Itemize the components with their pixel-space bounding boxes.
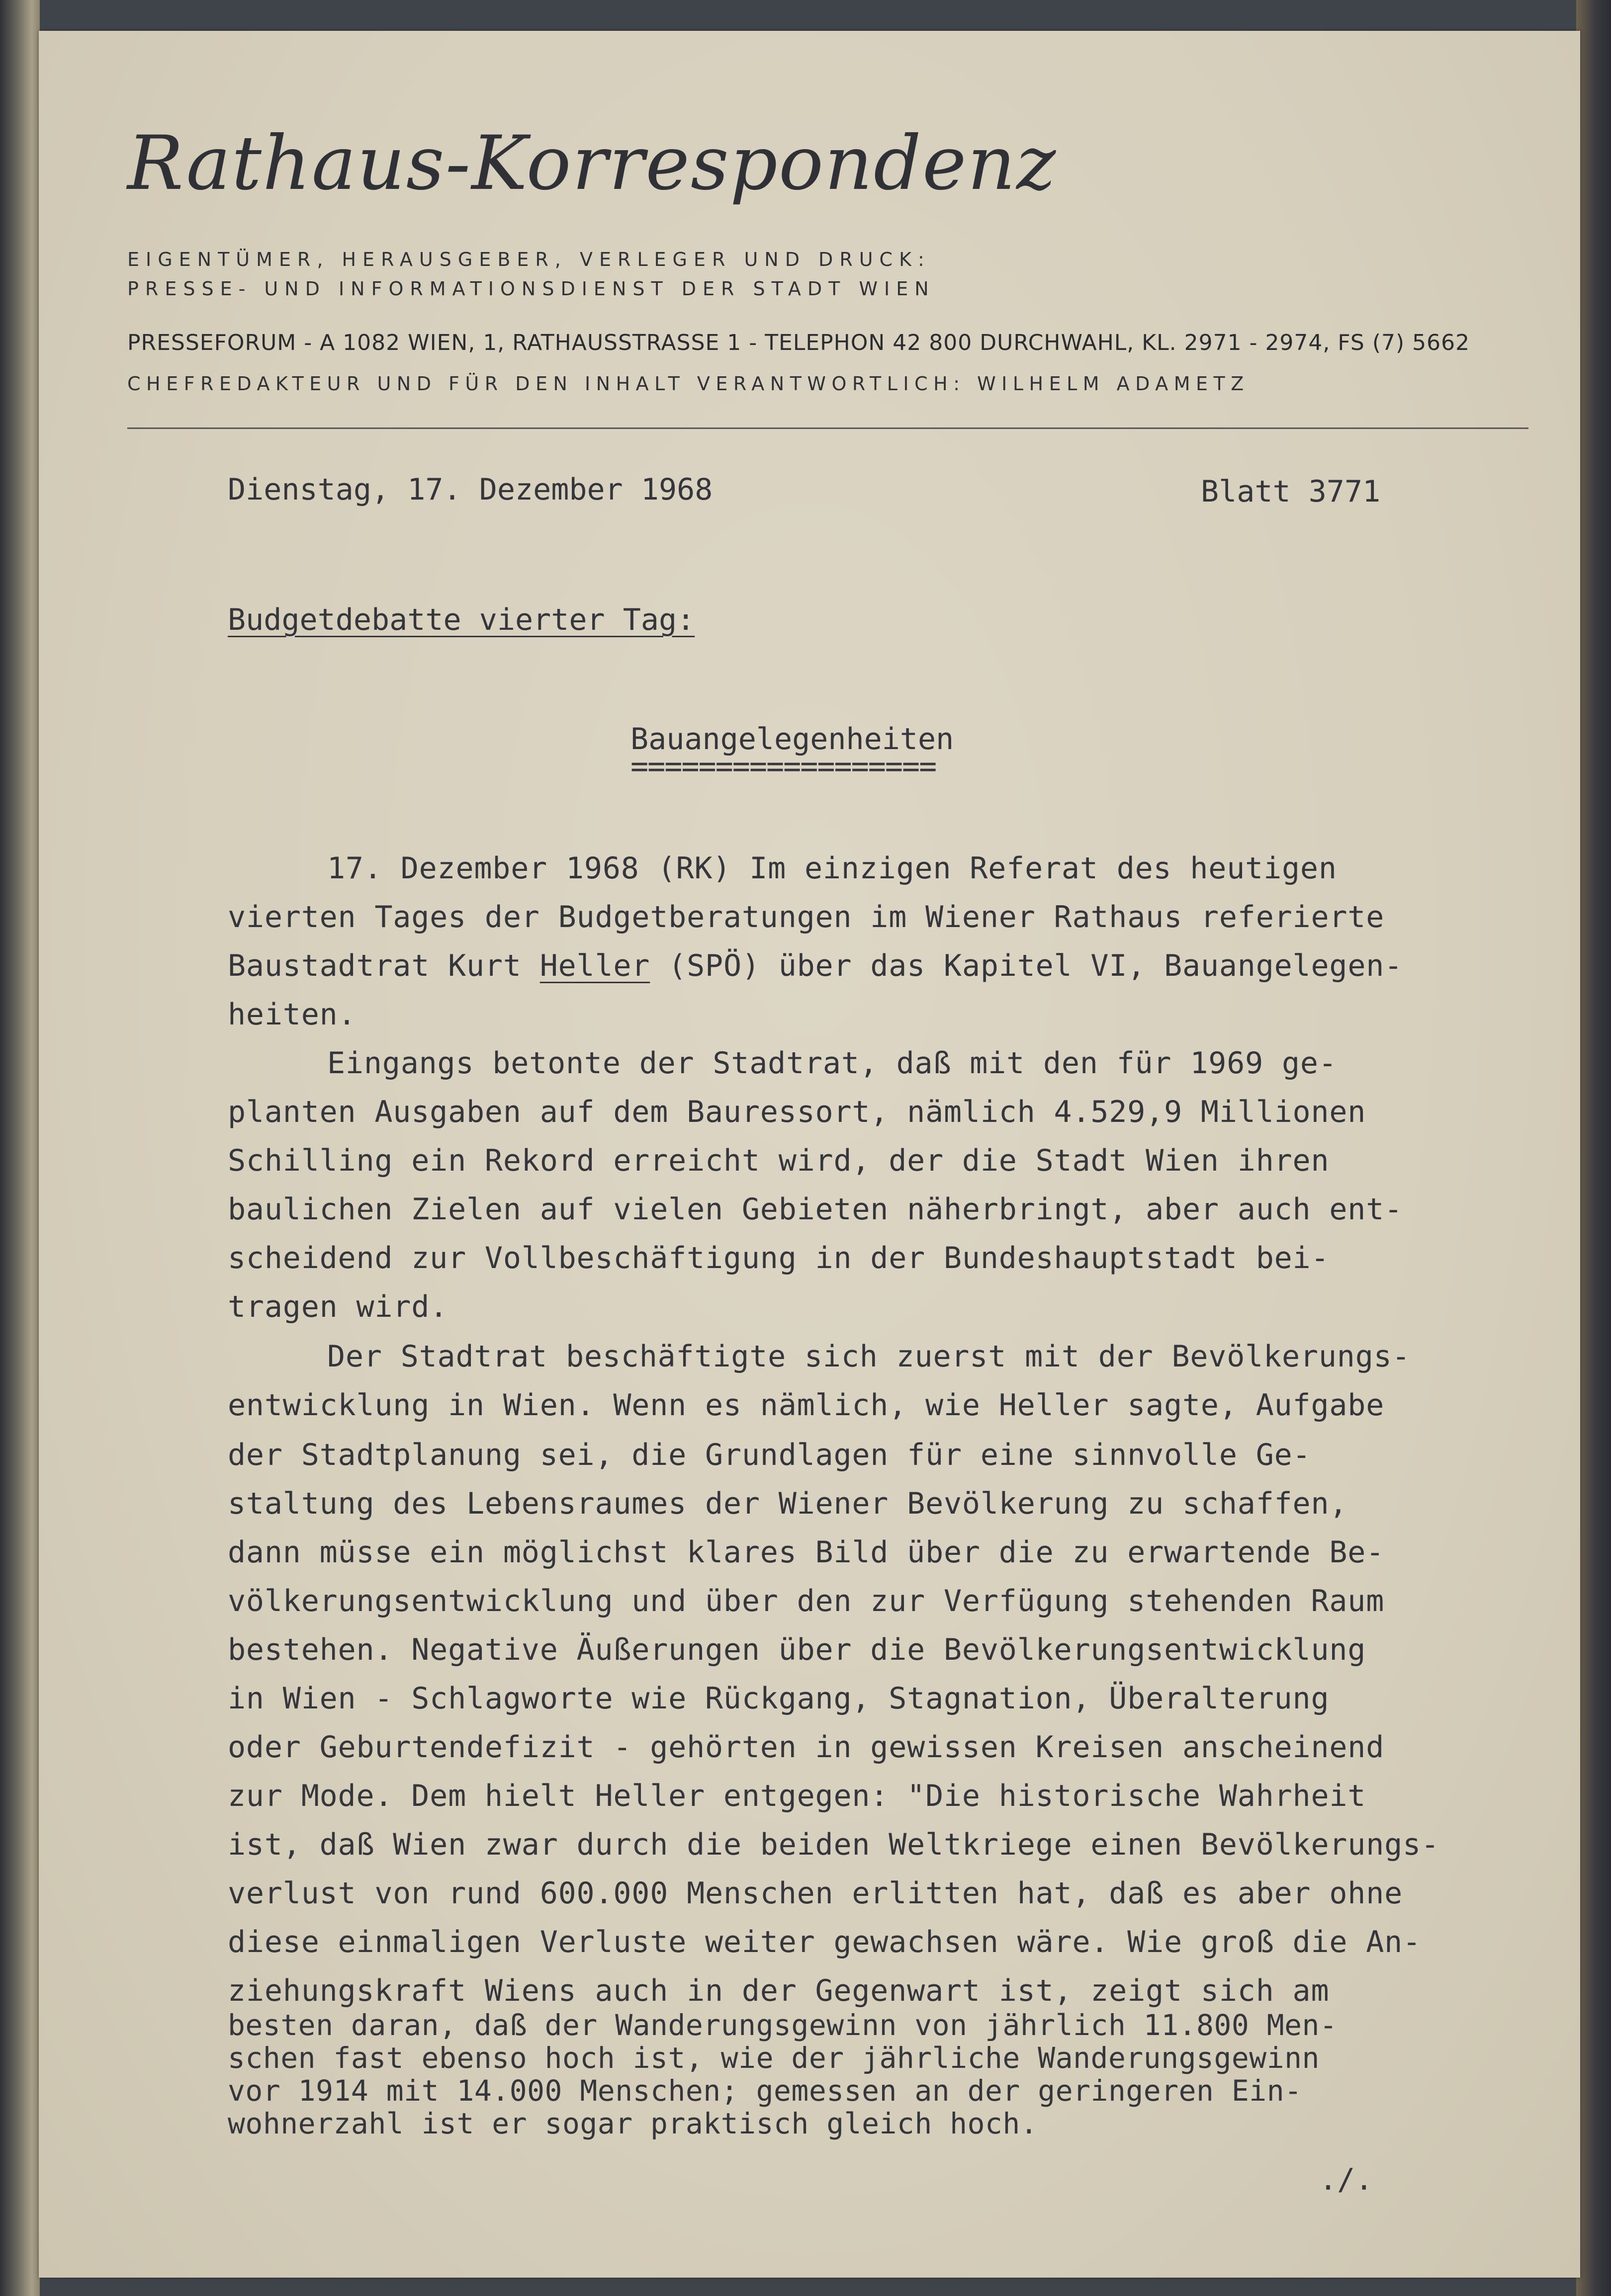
body-line: vierten Tages der Budgetberatungen im Wiener Rathaus referierte <box>228 900 1385 935</box>
body-line: völkerungsentwicklung und über den zur Verfügung stehenden Raum <box>228 1584 1385 1618</box>
body-line: planten Ausgaben auf dem Bauressort, nämlich 4.529,9 Millionen <box>228 1095 1366 1129</box>
body-line: entwicklung in Wien. Wenn es nämlich, wie Heller sagte, Aufgabe <box>228 1388 1385 1423</box>
body-line: diese einmaligen Verluste weiter gewachsen wäre. Wie groß die An- <box>228 1925 1421 1959</box>
subject-title: Bauangelegenheiten <box>630 722 954 757</box>
body-line: scheidend zur Vollbeschäftigung in der Bundeshauptstadt bei- <box>228 1241 1330 1276</box>
book-binding-edge <box>0 0 40 2296</box>
body-line: Der Stadtrat beschäftigte sich zuerst mit der Bevölkerungs- <box>327 1339 1411 1374</box>
masthead-address-line: PRESSEFORUM - A 1082 WIEN, 1, RATHAUSSTRASSE 1 - TELEPHON 42 800 DURCHWAHL, KL. 2971 - 2974, FS (7) 5662 <box>127 330 1470 355</box>
section-heading: Budgetdebatte vierter Tag: <box>228 602 695 637</box>
body-line: 17. Dezember 1968 (RK) Im einzigen Referat des heutigen <box>327 851 1337 886</box>
body-line: ziehungskraft Wiens auch in der Gegenwart ist, zeigt sich am <box>228 1973 1330 2008</box>
body-line: dann müsse ein möglichst klares Bild über die zu erwartende Be- <box>228 1535 1385 1570</box>
speaker-name: Heller <box>539 948 650 983</box>
body-line: tragen wird. <box>228 1289 448 1324</box>
body-line: oder Geburtendefizit - gehörten in gewissen Kreisen anscheinend <box>228 1730 1385 1765</box>
body-line: Schilling ein Rekord erreicht wird, der die Stadt Wien ihren <box>228 1143 1330 1178</box>
body-line: bestehen. Negative Äußerungen über die Bevölkerungsentwicklung <box>228 1632 1366 1667</box>
body-line: heiten. <box>228 997 357 1032</box>
body-line: schen fast ebenso hoch ist, wie der jährliche Wanderungsgewinn <box>228 2041 1320 2075</box>
body-line <box>228 948 1403 983</box>
body-line: ist, daß Wien zwar durch die beiden Weltkriege einen Bevölkerungs- <box>228 1827 1439 1862</box>
document-sheet <box>39 31 1580 2278</box>
page-edge <box>1576 0 1611 2296</box>
body-line: in Wien - Schlagworte wie Rückgang, Stagnation, Überalterung <box>228 1681 1330 1716</box>
body-line: zur Mode. Dem hielt Heller entgegen: "Die historische Wahrheit <box>228 1779 1366 1813</box>
body-text: Baustadtrat Kurt <box>228 948 540 983</box>
body-line: Eingangs betonte der Stadtrat, daß mit den für 1969 ge- <box>327 1046 1337 1081</box>
subject-title-underline: ================== <box>630 749 936 784</box>
body-line: staltung des Lebensraumes der Wiener Bevölkerung zu schaffen, <box>228 1486 1348 1521</box>
body-line: vor 1914 mit 14.000 Menschen; gemessen an der geringeren Ein- <box>228 2074 1302 2108</box>
masthead-title: Rathaus-Korrespondenz <box>127 120 1057 207</box>
masthead-publisher-line: PRESSE- UND INFORMATIONSDIENST DER STADT WIEN <box>127 278 935 300</box>
body-line: der Stadtplanung sei, die Grundlagen für eine sinnvolle Ge- <box>228 1438 1311 1472</box>
document-date: Dienstag, 17. Dezember 1968 <box>228 472 713 507</box>
sheet-number: Blatt 3771 <box>1201 474 1381 509</box>
body-text: (SPÖ) über das Kapitel VI, Bauangelegen- <box>650 948 1403 983</box>
body-line: besten daran, daß der Wanderungsgewinn von jährlich 11.800 Men- <box>228 2008 1338 2042</box>
body-line: wohnerzahl ist er sogar praktisch gleich hoch. <box>228 2107 1038 2140</box>
masthead-owner-line: EIGENTÜMER, HERAUSGEBER, VERLEGER UND DRUCK: <box>127 249 931 270</box>
masthead-divider <box>127 427 1528 429</box>
continuation-mark: ./. <box>1319 2162 1373 2197</box>
masthead-editor-line: CHEFREDAKTEUR UND FÜR DEN INHALT VERANTWORTLICH: WILHELM ADAMETZ <box>127 373 1250 395</box>
body-line: baulichen Zielen auf vielen Gebieten näherbringt, aber auch ent- <box>228 1192 1403 1227</box>
body-line: verlust von rund 600.000 Menschen erlitten hat, daß es aber ohne <box>228 1876 1403 1911</box>
